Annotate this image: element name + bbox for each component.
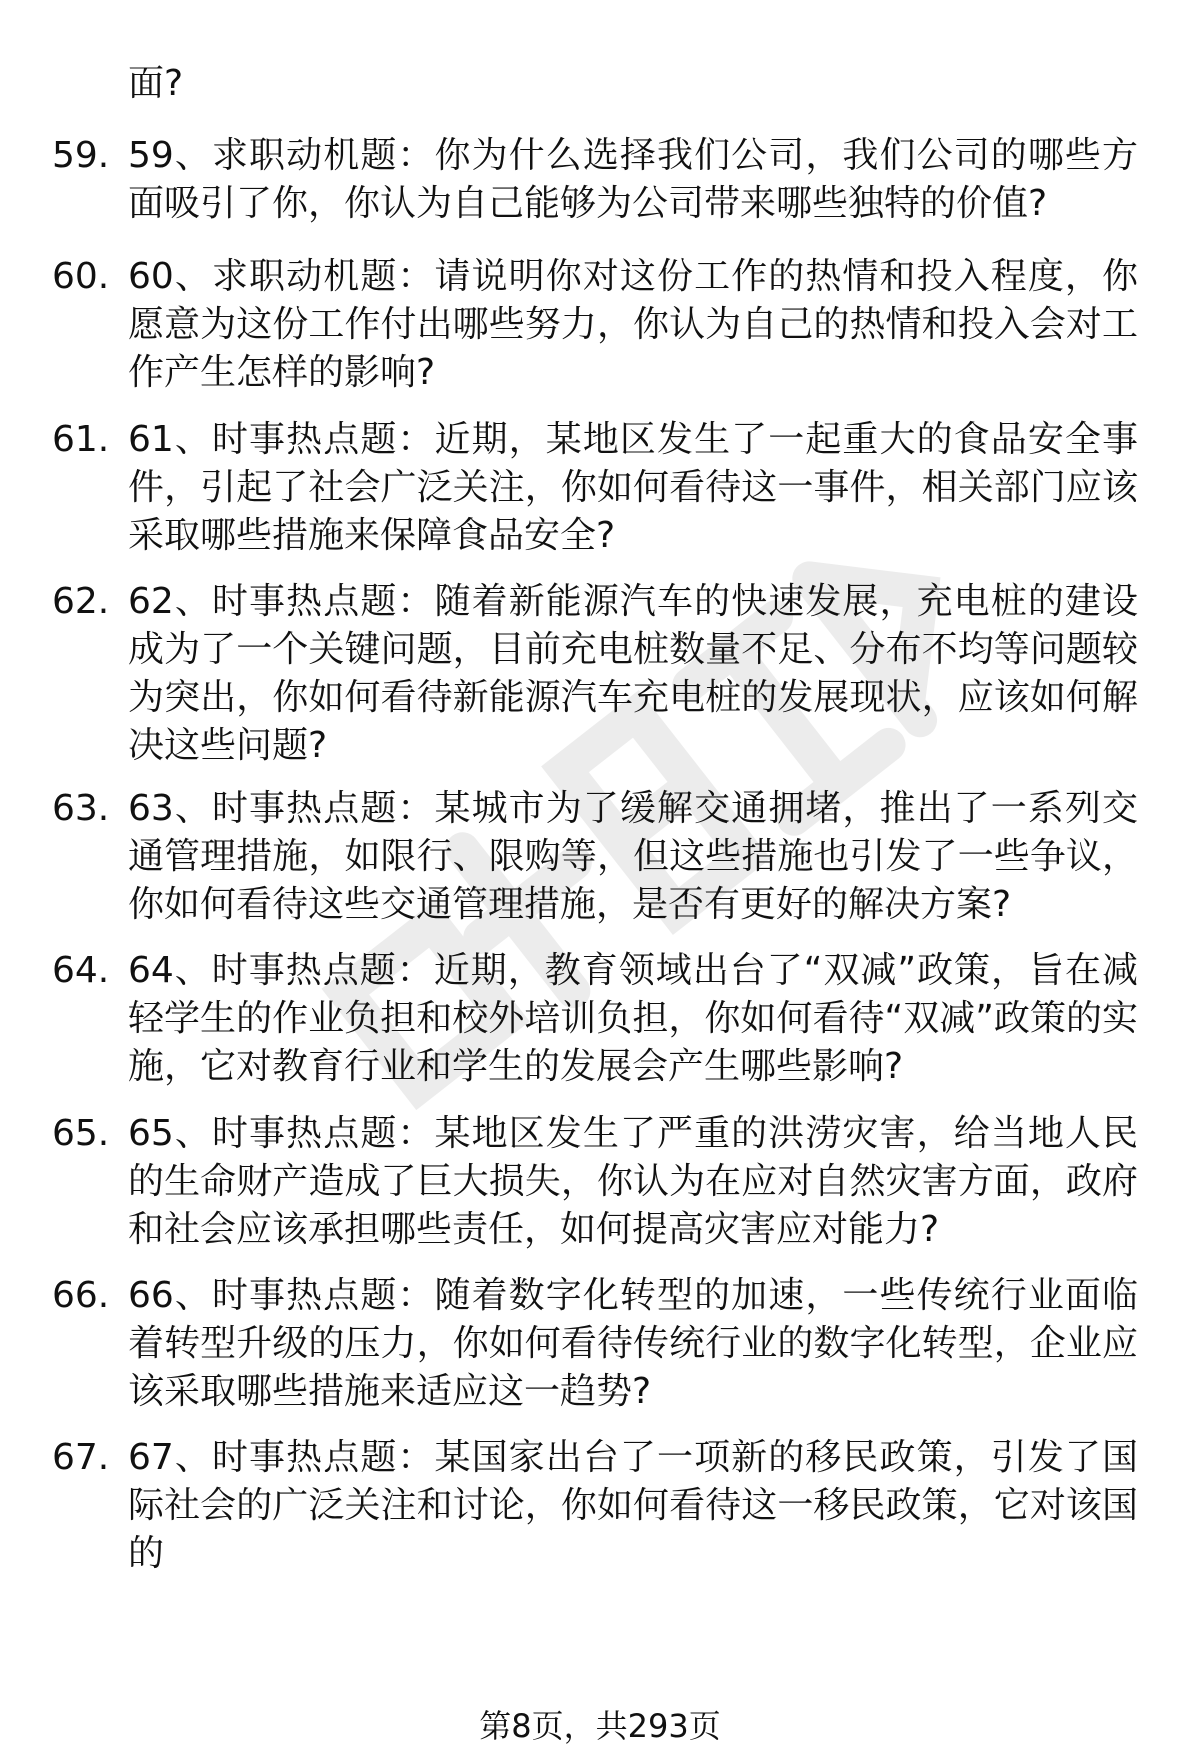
question-number: 59. [52,135,110,176]
question-text: 60、求职动机题：请说明你对这份工作的热情和投入程度，你愿意为这份工作付出哪些努力，你认为自己的热情和投入会对工作产生怎样的影响? [128,256,1138,393]
question-text: 65、时事热点题：某地区发生了严重的洪涝灾害，给当地人民的生命财产造成了巨大损失，你认为在应对自然灾害方面，政府和社会应该承担哪些责任，如何提高灾害应对能力? [128,1113,1138,1250]
question-number: 60. [52,256,110,297]
question-number: 65. [52,1113,110,1154]
question-number: 63. [52,788,110,829]
continuation-text: 面? [128,63,184,104]
question-text: 59、求职动机题：你为什么选择我们公司，我们公司的哪些方面吸引了你，你认为自己能够为公司带来哪些独特的价值? [128,135,1138,224]
question-text: 66、时事热点题：随着数字化转型的加速，一些传统行业面临着转型升级的压力，你如何看待传统行业的数字化转型，企业应该采取哪些措施来适应这一趋势? [128,1275,1138,1412]
question-text: 64、时事热点题：近期，教育领域出台了“双减”政策，旨在减轻学生的作业负担和校外培训负担，你如何看待“双减”政策的实施，它对教育行业和学生的发展会产生哪些影响? [128,950,1138,1087]
question-text: 67、时事热点题：某国家出台了一项新的移民政策，引发了国际社会的广泛关注和讨论，你如何看待这一移民政策，它对该国的 [128,1437,1138,1574]
page-footer: 第8页，共293页 [479,1707,721,1745]
question-number: 64. [52,950,110,991]
question-number: 66. [52,1275,110,1316]
question-text: 61、时事热点题：近期，某地区发生了一起重大的食品安全事件，引起了社会广泛关注，你如何看待这一事件，相关部门应该采取哪些措施来保障食品安全? [128,419,1138,556]
question-number: 62. [52,581,110,622]
question-text: 62、时事热点题：随着新能源汽车的快速发展，充电桩的建设成为了一个关键问题，目前充电桩数量不足、分布不均等问题较为突出，你如何看待新能源汽车充电桩的发展现状，应该如何解决这些问题? [128,581,1138,766]
question-number: 67. [52,1437,110,1478]
question-number: 61. [52,419,110,460]
question-text: 63、时事热点题：某城市为了缓解交通拥堵，推出了一系列交通管理措施，如限行、限购等，但这些措施也引发了一些争议，你如何看待这些交通管理措施，是否有更好的解决方案? [128,788,1138,925]
